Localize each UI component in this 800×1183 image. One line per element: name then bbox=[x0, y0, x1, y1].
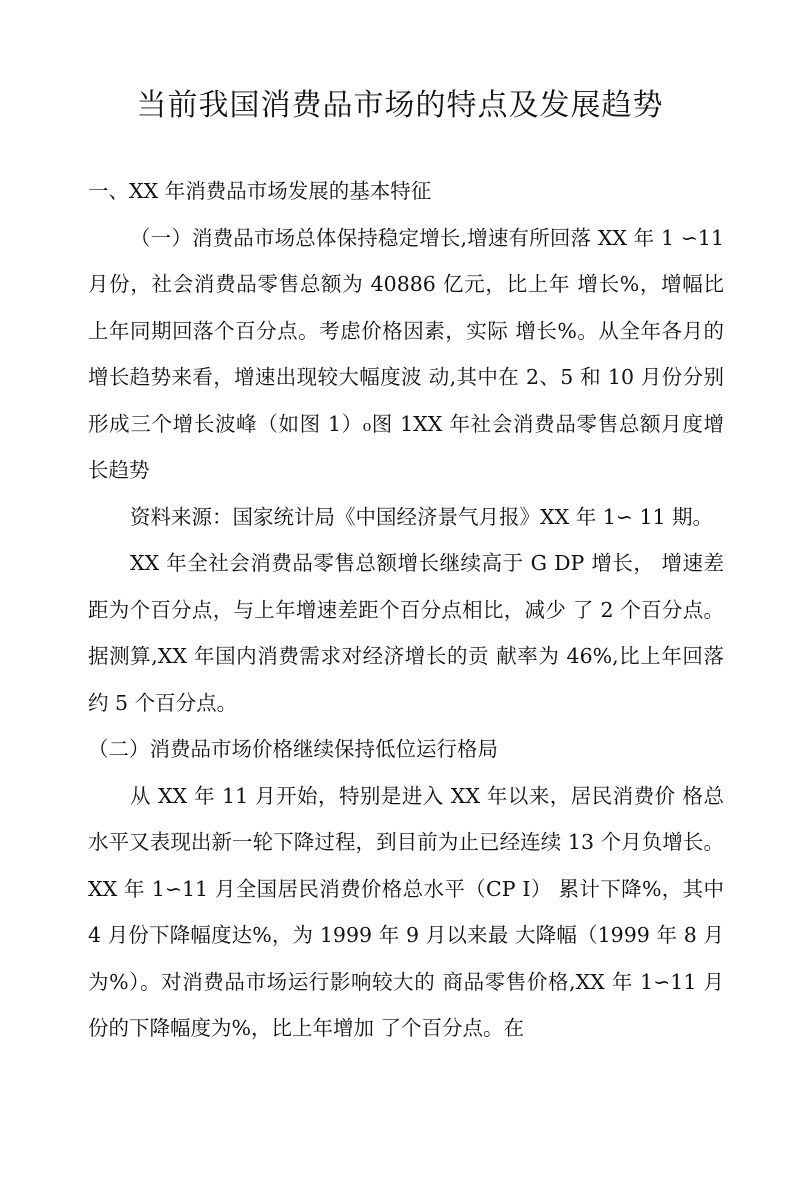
document-title: 当前我国消费品市场的特点及发展趋势 bbox=[136, 88, 664, 123]
paragraph-3: 从 XX 年 11 月开始，特别是进入 XX 年以来，居民消费价 格总水平又表现出新一轮下降过程，到目前为止已经连续 13 个月负增长。XX 年 1∽11 月全国居民消费价格总水平（CP I） 累计下降%，其中 4 月份下降幅度达%，为 1999 年 9 月以来最 大降幅（1999 年 8 月为%）。对消费品市场运行影响较大的 商品零售价格,XX 年 1∽11 月份的下降幅度为%，比上年增加 了个百分点。在 bbox=[88, 783, 724, 1040]
paragraph-2: XX 年全社会消费品零售总额增长继续高于 G DP 增长， 增速差距为个百分点，与上年增速差距个百分点相比，减少 了 2 个百分点。据测算,XX 年国内消费需求对经济增长的贡 献率为 46%,比上年回落约 5 个百分点。 bbox=[88, 551, 724, 715]
subsection-heading-2: （二）消费品市场价格继续保持低位运行格局 bbox=[88, 737, 498, 761]
section-heading-1: 一、XX 年消费品市场发展的基本特征 bbox=[88, 179, 432, 203]
paragraph-1: （一）消费品市场总体保持稳定增长,增速有所回落 XX 年 1 ∽11 月份，社会消费品零售总额为 40886 亿元，比上年 增长%，增幅比上年同期回落个百分点。考虑价格因素，实际 增长%。从全年各月的增长趋势来看，增速出现较大幅度波 动,其中在 2、5 和 10 月份分别形成三个增长波峰（如图 1）₀图 1XX 年社会消费品零售总额月度增长趋势 bbox=[88, 225, 724, 482]
document-body bbox=[88, 168, 724, 1052]
paragraph-source-note: 资料来源：国家统计局《中国经济景气月报》XX 年 1∽ 11 期。 bbox=[130, 504, 714, 529]
